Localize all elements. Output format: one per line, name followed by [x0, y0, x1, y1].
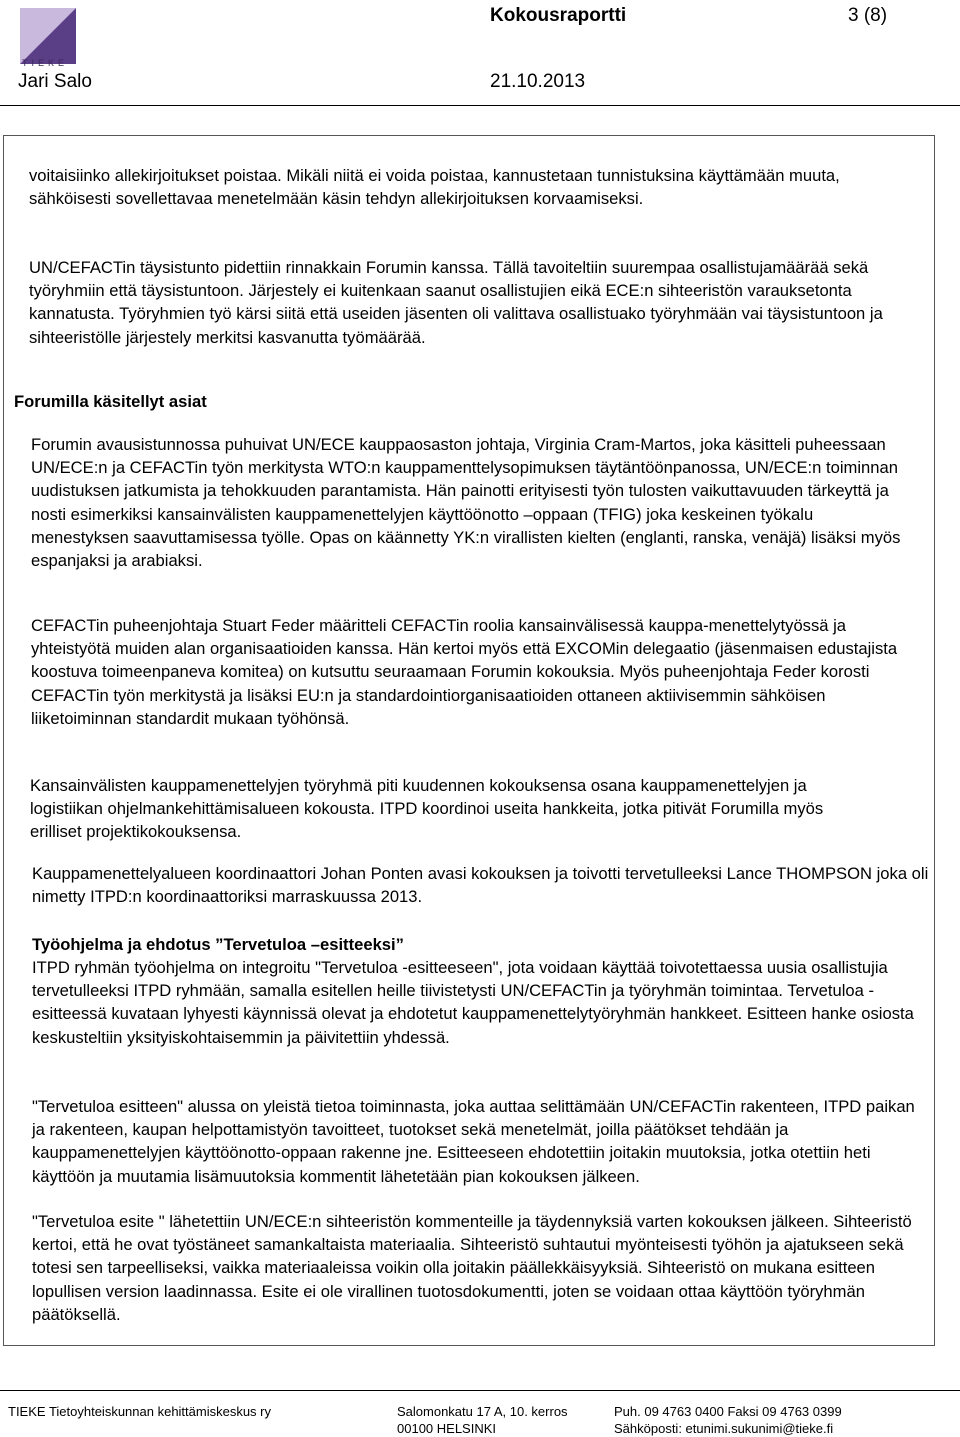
footer-divider: [0, 1390, 960, 1391]
paragraph-itpd-meeting: Kansainvälisten kauppamenettelyjen työryhmä piti kuudennen kokouksensa osana kauppamenettelyjen ja logistiikan ohjelmankehittämisalueen kokousta. ITPD koordinoi useita hankkeita, jotka pitivät Forumilla myös erilliset projektikokouksensa.: [30, 776, 824, 842]
document-title: Kokousraportti: [490, 5, 627, 26]
heading-work-programme: Työohjelma ja ehdotus ”Tervetuloa –esitteeksi”: [32, 935, 404, 954]
paragraph-cefact-chair: CEFACTin puheenjohtaja Stuart Feder määritteli CEFACTin roolia kansainvälisessä kauppa-menettelytyössä ja yhteistyötä muiden alan organisaatioiden kanssa. Hän kertoi myös että EXCOMin delegaatio (jäsenmaisen edustajista koostuva toimeenpaneva komitea) on kutsuttu seuraamaan Forumin kokouksia. Myös puheenjohtaja Feder korosti CEFACTin työn merkitystä ja lisäksi EU:n ja standardointiorganisaatioiden ottaneen aktiivisemmin sähköisen liiketoiminnan standardit mukaan työhönsä.: [31, 616, 898, 728]
paragraph-work-programme: ITPD ryhmän työohjelma on integroitu "Tervetuloa -esitteeseen", jota voidaan käyttää toivotettaessa uusia osallistujia tervetulleeksi ITPD ryhmään, samalla esitellen heille tiivistetysti UN/CEFACTin ja työryhmän toimintaa. Tervetuloa -esitteessä kuvataan lyhyesti käynnissä olevat ja ehdotetut kauppamenettelytyöryhmän hankkeet. Esitteen hanke osiosta keskusteltiin yksityiskohtaisemmin ja päivitettiin yhdessä.: [32, 958, 914, 1047]
author: Jari Salo: [18, 71, 92, 92]
header-divider: [0, 105, 960, 106]
page-number: 3 (8): [848, 5, 888, 26]
paragraph-plenary: UN/CEFACTin täysistunto pidettiin rinnakkain Forumin kanssa. Tällä tavoiteltiin suurempaa osallistujamäärää sekä työryhmiin että täysistuntoon. Järjestely ei kuitenkaan saanut osallistujien eikä ECE:n sihteeristön varauksetonta kannatusta. Työryhmien työ kärsi siitä että useiden jäsenten oli valittava osallistuako työryhmään vai täysistuntoon ja sihteeristölle järjestely merkitsi kasvanutta työmäärää.: [29, 258, 883, 347]
footer-address-line2: 00100 HELSINKI: [397, 1421, 497, 1436]
logo-text: TIEKE: [22, 58, 69, 68]
footer-organization: TIEKE Tietoyhteiskunnan kehittämiskeskus ry: [8, 1404, 272, 1419]
paragraph-signatures: voitaisiinko allekirjoitukset poistaa. Mikäli niitä ei voida poistaa, kannustetaan tunnistuksina käyttämään muuta, sähköisesti sovellettavaa menetelmään käsin tehdyn allekirjoituksen korvaamiseksi.: [29, 166, 840, 209]
paragraph-opening: Forumin avausistunnossa puhuivat UN/ECE kauppaosaston johtaja, Virginia Cram-Martos, joka käsitteli puheessaan UN/ECE:n ja CEFACTin työn merkitysta WTO:n kauppamenttelysopimuksen täytäntöönpanossa, UN/ECE:n toiminnan uudistuksen jatkumista ja tehokkuuden parantamista. Hän painotti erityisesti työn tulosten vaikuttavuuden tärkeyttä ja nosti esimerkiksi kansainvälisten kauppamenettelyjen käyttöönotto –oppaan (TFIG) joka keskeinen työkalu menestyksen saavuttamisessa työlle. Opas on käännetty YK:n virallisten kielten (englanti, ranska, venäjä) lisäksi myös espanjaksi ja arabiaksi.: [31, 435, 901, 571]
footer-phone: Puh. 09 4763 0400 Faksi 09 4763 0399: [614, 1404, 842, 1419]
footer-address-line1: Salomonkatu 17 A, 10. kerros: [397, 1404, 568, 1419]
heading-forum-topics: Forumilla käsitellyt asiat: [14, 392, 207, 411]
footer-contact: [614, 1403, 842, 1437]
paragraph-coordinator: Kauppamenettelyalueen koordinaattori Johan Ponten avasi kokouksen ja toivotti tervetulleeksi Lance THOMPSON joka oli nimetty ITPD:n koordinaattoriksi marraskuussa 2013.: [32, 864, 929, 907]
paragraph-welcome-brochure: "Tervetuloa esitteen" alussa on yleistä tietoa toiminnasta, joka auttaa selittämään UN/CEFACTin rakenteen, ITPD paikan ja rakenteen, kaupan helpottamistyön tavoitteet, tuotokset sekä menetelmät, joilla päätökset tehdään ja kauppamenettelyjen käyttöönotto-oppaan rakenne jne. Esitteeseen ehdotettiin joitakin muutoksia, jotka otettiin heti käyttöön ja muutamia lisämuutoksia kommentit lähetetään pian kokouksen jälkeen.: [32, 1097, 915, 1186]
paragraph-secretariat: "Tervetuloa esite " lähetettiin UN/ECE:n sihteeristön kommenteille ja täydennyksiä varten kokouksen jälkeen. Sihteeristö kertoi, että he ovat työstäneet samankaltaista materiaalia. Sihteeristö suhtautui myönteisesti työhön ja ajatukseen sekä totesi sen tarpeelliseksi, vaikka materiaaleissa voikin olla joitakin päällekkäisyyksiä. Sihteeristö on mukana esitteen lopullisen version laadinnassa. Esite ei ole virallinen tuotosdokumentti, joten se voidaan ottaa käyttöön työryhmän päätöksellä.: [32, 1212, 912, 1324]
footer-address: [397, 1403, 568, 1437]
document-date: 21.10.2013: [490, 71, 586, 92]
footer-email: Sähköposti: etunimi.sukunimi@tieke.fi: [614, 1421, 834, 1436]
tieke-logo: [18, 6, 78, 66]
